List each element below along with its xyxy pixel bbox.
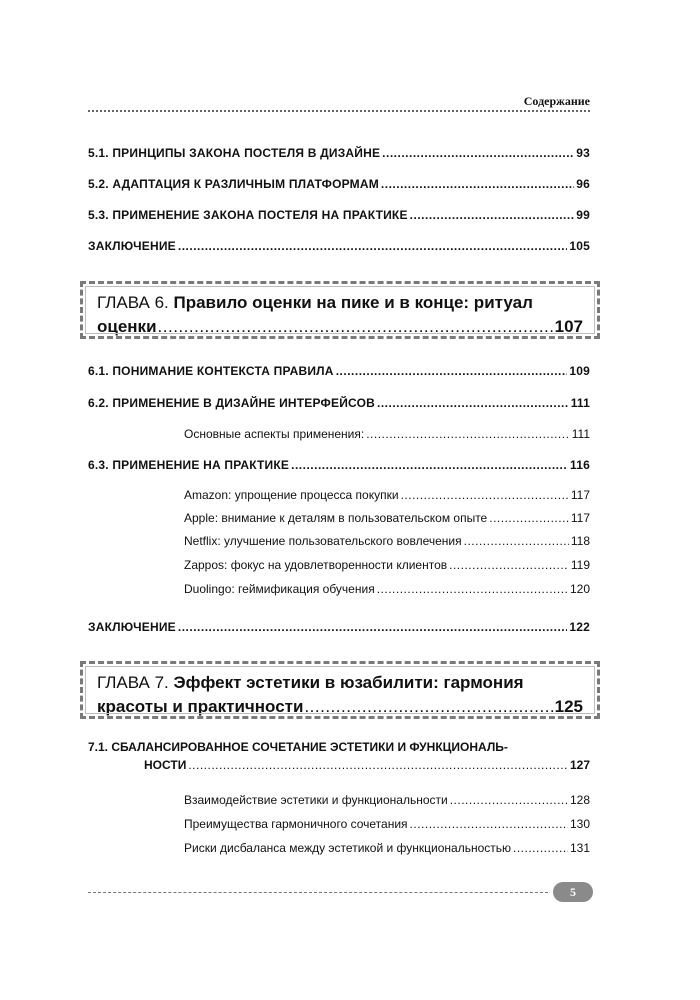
toc-entry[interactable]	[88, 177, 590, 191]
toc-subentry[interactable]	[184, 793, 590, 807]
dot-leader	[464, 534, 569, 548]
toc-entry-page: 96	[576, 177, 590, 191]
toc-entry-label: Основные аспекты применения:	[184, 427, 365, 441]
toc-entry-page: 99	[576, 208, 590, 222]
chapter-page: 125	[554, 697, 583, 716]
toc-entry-label: 5.3. ПРИМЕНЕНИЕ ЗАКОНА ПОСТЕЛЯ НА ПРАКТИКЕ	[88, 208, 408, 222]
toc-entry-label: Риски дисбаланса между эстетикой и функциональностью	[184, 841, 511, 855]
chapter-title-line2	[97, 695, 583, 719]
toc-entry-label: Amazon: упрощение процесса покупки	[184, 488, 399, 502]
toc-entry-line2	[88, 758, 590, 772]
toc-entry-page: 131	[569, 841, 590, 855]
chapter-6-box[interactable]	[80, 281, 600, 339]
dot-leader	[410, 208, 575, 222]
toc-entry[interactable]	[88, 364, 590, 378]
toc-subentry[interactable]	[184, 582, 590, 596]
toc-subentry[interactable]	[184, 817, 590, 831]
dot-leader	[158, 315, 554, 339]
toc-entry-page: 130	[569, 817, 590, 831]
toc-entry-page: 118	[570, 534, 590, 548]
toc-entry[interactable]	[88, 458, 590, 472]
chapter-7-box[interactable]	[80, 661, 600, 719]
dot-leader	[291, 458, 568, 472]
toc-entry-label: 6.2. ПРИМЕНЕНИЕ В ДИЗАЙНЕ ИНТЕРФЕЙСОВ	[88, 396, 375, 410]
toc-entry-label: Взаимодействие эстетики и функциональности	[184, 793, 448, 807]
dot-leader	[336, 364, 568, 378]
dot-leader	[410, 817, 568, 831]
chapter-page: 107	[554, 317, 583, 336]
toc-entry-page: 120	[569, 582, 590, 596]
toc-entry[interactable]	[88, 620, 590, 634]
toc-entry-label: Преимущества гармоничного сочетания	[184, 817, 408, 831]
toc-entry-page: 116	[570, 458, 590, 472]
chapter-title-line1	[97, 291, 583, 315]
dot-leader	[377, 396, 569, 410]
toc-entry[interactable]	[88, 208, 590, 222]
toc-subentry[interactable]	[184, 841, 590, 855]
toc-entry-label: 5.1. ПРИНЦИПЫ ЗАКОНА ПОСТЕЛЯ В ДИЗАЙНЕ	[88, 146, 381, 160]
toc-entry-label: 7.1. СБАЛАНСИРОВАННОЕ СОЧЕТАНИЕ ЭСТЕТИКИ И ФУНКЦИОНАЛЬ-	[88, 740, 508, 754]
dot-leader	[381, 177, 574, 191]
toc-entry-page: 128	[569, 793, 590, 807]
dot-leader	[513, 841, 568, 855]
toc-entry-page: 119	[570, 558, 590, 572]
chapter-title: Правило оценки на пике и в конце: ритуал	[173, 293, 533, 312]
dot-leader	[178, 620, 568, 634]
toc-entry-label: Apple: внимание к деталям в пользовательском опыте	[184, 511, 488, 525]
toc-entry[interactable]	[88, 239, 590, 253]
dot-leader	[382, 146, 574, 160]
toc-entry-page: 93	[576, 146, 590, 160]
toc-entry-label: 5.2. АДАПТАЦИЯ К РАЗЛИЧНЫМ ПЛАТФОРМАМ	[88, 177, 379, 191]
toc-subentry[interactable]	[184, 534, 590, 548]
dot-leader	[450, 793, 568, 807]
dot-leader	[366, 427, 570, 441]
dot-leader	[449, 558, 569, 572]
toc-entry-page: 122	[569, 620, 590, 634]
toc-entry-label: Zappos: фокус на удовлетворенности клиентов	[184, 558, 448, 572]
dot-leader	[401, 488, 569, 502]
toc-entry-page: 117	[570, 511, 590, 525]
toc-entry-page: 111	[570, 396, 590, 410]
toc-subentry[interactable]	[184, 427, 590, 441]
toc-entry-page: 127	[569, 758, 590, 772]
toc-subentry[interactable]	[184, 488, 590, 502]
toc-entry-page: 111	[571, 427, 590, 441]
chapter-title-cont: красоты и практичности	[97, 697, 304, 716]
toc-entry[interactable]	[88, 396, 590, 410]
page-number-badge: 5	[553, 882, 593, 902]
toc-entry-label-cont: НОСТИ	[144, 758, 187, 772]
chapter-prefix: ГЛАВА 6.	[97, 293, 169, 312]
toc-entry-page: 109	[569, 364, 590, 378]
chapter-title-line1	[97, 671, 583, 695]
toc-entry-label: ЗАКЛЮЧЕНИЕ	[88, 620, 176, 634]
toc-subentry[interactable]	[184, 511, 590, 525]
toc-entry[interactable]	[88, 146, 590, 160]
chapter-title: Эффект эстетики в юзабилити: гармония	[173, 673, 524, 692]
toc-entry-label: 6.1. ПОНИМАНИЕ КОНТЕКСТА ПРАВИЛА	[88, 364, 334, 378]
chapter-title-line2	[97, 315, 583, 339]
toc-subentry[interactable]	[184, 558, 590, 572]
toc-entry[interactable]	[88, 740, 590, 772]
dot-leader	[489, 511, 569, 525]
toc-entry-label: ЗАКЛЮЧЕНИЕ	[88, 239, 176, 253]
toc-entry-page: 117	[570, 488, 590, 502]
footer-rule	[88, 892, 548, 893]
dot-leader	[304, 695, 553, 719]
toc-entry-page: 105	[569, 239, 590, 253]
dot-leader	[188, 758, 568, 772]
toc-entry-label: 6.3. ПРИМЕНЕНИЕ НА ПРАКТИКЕ	[88, 458, 290, 472]
toc-entry-label: Netflix: улучшение пользовательского вовлечения	[184, 534, 462, 548]
dot-leader	[178, 239, 568, 253]
toc-entry-label: Duolingo: геймификация обучения	[184, 582, 375, 596]
dot-leader	[377, 582, 568, 596]
header-rule	[88, 110, 590, 112]
running-header: Содержание	[523, 94, 590, 108]
chapter-title-cont: оценки	[97, 317, 157, 336]
chapter-prefix: ГЛАВА 7.	[97, 673, 169, 692]
